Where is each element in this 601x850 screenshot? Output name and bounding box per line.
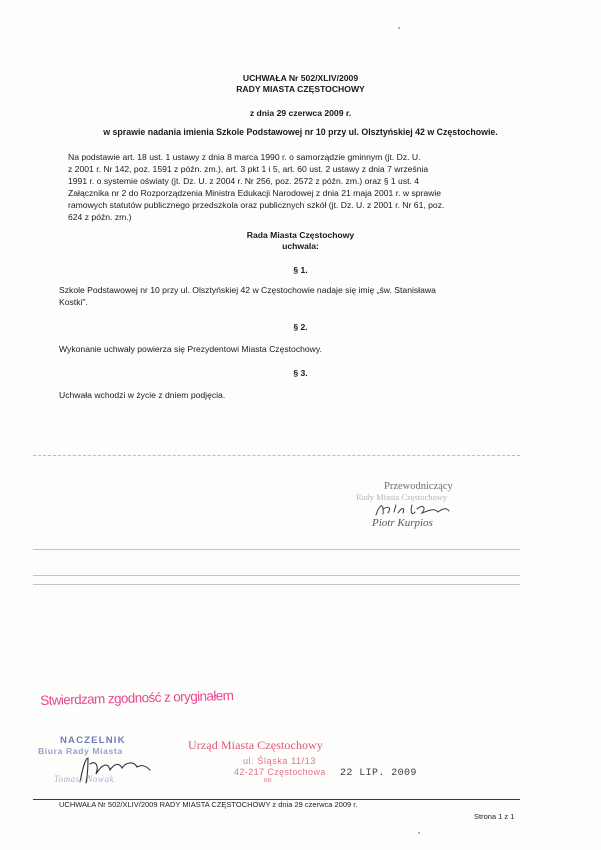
legal-basis-line: z 2001 r. Nr 142, poz. 1591 z późn. zm.), art. 3 pkt 1 i 5, art. 60 ust. 2 ustawy z dnia 7 września xyxy=(68,164,429,174)
section-3-text xyxy=(59,389,514,401)
office-stamp-name: Urząd Miasta Częstochowy xyxy=(188,738,324,752)
council-name: RADY MIASTA CZĘSTOCHOWY xyxy=(236,84,365,94)
signature-title: Przewodniczący xyxy=(384,481,453,492)
scan-speck xyxy=(418,832,420,834)
page-number: Strona 1 z 1 xyxy=(474,812,515,821)
section-3-heading: § 3. xyxy=(293,368,308,378)
legal-basis-line: ramowych statutów publicznego przedszkola oraz publicznych szkół (jt. Dz. U. z 2001 r. Nr 61, poz. xyxy=(68,200,445,210)
council-decides xyxy=(0,230,601,252)
section-1-heading: § 1. xyxy=(293,265,308,275)
naczelnik-stamp-office: Biura Rady Miasta xyxy=(38,746,123,756)
divider-line xyxy=(33,455,520,456)
office-stamp-street: ul. Śląska 11/13 xyxy=(243,756,316,766)
signatory-name: Piotr Kurpios xyxy=(372,517,433,529)
resolution-date: z dnia 29 czerwca 2009 r. xyxy=(249,108,352,118)
section-line: Wykonanie uchwały powierza się Prezydentowi Miasta Częstochowy. xyxy=(59,344,322,354)
divider-line xyxy=(33,575,520,576)
legal-basis-line: Na podstawie art. 18 ust. 1 ustawy z dnia 8 marca 1990 r. o samorządzie gminnym (jt. Dz. U. xyxy=(68,152,421,162)
legal-basis xyxy=(59,151,514,223)
footer-text: UCHWAŁA Nr 502/XLIV/2009 RADY MIASTA CZĘSTOCHOWY z dnia 29 czerwca 2009 r. xyxy=(59,800,358,809)
section-2-text xyxy=(59,343,514,355)
section-line: Kostki". xyxy=(59,297,88,307)
naczelnik-stamp-title: NACZELNIK xyxy=(60,735,126,746)
naczelnik-stamp-name: Tomasz Nowak xyxy=(54,774,114,784)
received-date-stamp: 22 LIP. 2009 xyxy=(340,768,417,779)
divider-line xyxy=(33,549,520,550)
legal-basis-line: 624 z późn. zm.) xyxy=(68,212,132,222)
resolution-subject: w sprawie nadania imienia Szkole Podstawowej nr 10 przy ul. Olsztyńskiej 42 w Częstochowie. xyxy=(103,127,498,137)
signature-faded-line: Rady Miasta Częstochowy xyxy=(356,492,448,502)
council-uchwala: uchwala: xyxy=(282,241,319,251)
divider-line xyxy=(33,584,520,585)
resolution-number: UCHWAŁA Nr 502/XLIV/2009 xyxy=(242,73,359,83)
office-stamp-code: BR xyxy=(264,778,272,784)
section-line: Szkole Podstawowej nr 10 przy ul. Olsztyńskiej 42 w Częstochowie nadaje się imię „św. Stanisława xyxy=(59,285,436,295)
office-stamp-city: 42-217 Częstochowa xyxy=(234,767,326,777)
council-line: Rada Miasta Częstochowy xyxy=(246,230,355,240)
section-2-heading: § 2. xyxy=(293,322,308,332)
section-1-text xyxy=(59,284,514,308)
legal-basis-line: Załącznika nr 2 do Rozporządzenia Ministra Edukacji Narodowej z dnia 21 maja 2001 r. w sprawie xyxy=(68,188,442,198)
scan-speck xyxy=(398,27,400,29)
certified-copy-stamp: Stwierdzam zgodność z oryginałem xyxy=(40,687,234,708)
section-line: Uchwała wchodzi w życie z dniem podjęcia. xyxy=(59,390,226,400)
legal-basis-line: 1991 r. o systemie oświaty (jt. Dz. U. z 2004 r. Nr 256, poz. 2572 z późn. zm.) oraz § 1 ust. 4 xyxy=(68,176,420,186)
